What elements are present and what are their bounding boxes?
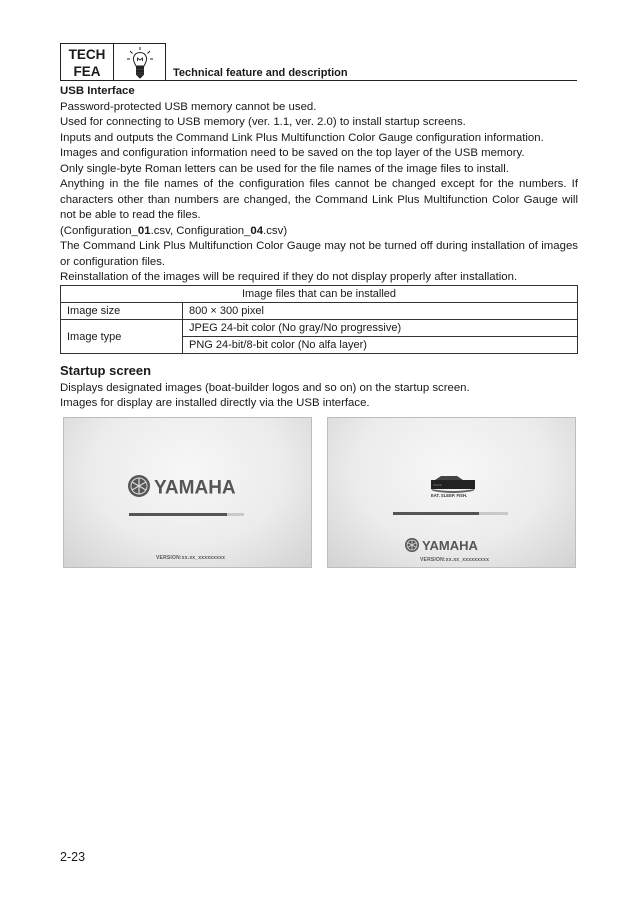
progress-fill <box>393 512 479 515</box>
boat-tagline: EAT. SLEEP. FISH. <box>431 493 468 498</box>
usb-line: Images and configuration information need to be saved on the top layer of the USB memory. <box>60 147 525 159</box>
usb-line: Anything in the file names of the configuration files cannot be changed except for the numbers. If characters other than numbers are changed, the Command Link Plus Multifunction Color Gauge will not be able to read the files. <box>60 178 578 221</box>
tech-fea-badge <box>60 43 114 81</box>
size-label: Image size <box>61 303 183 320</box>
usb-line: The Command Link Plus Multifunction Color Gauge may not be turned off during installation of images or configuration files. <box>60 240 578 268</box>
config-prefix: (Configuration_ <box>60 224 138 237</box>
yamaha-logo-text: YAMAHA <box>154 477 236 499</box>
table-row <box>61 303 578 320</box>
usb-line: Password-protected USB memory cannot be used. <box>60 100 317 113</box>
version-text: VERSION:xx.xx_xxxxxxxxx <box>420 557 490 563</box>
yamaha-logo <box>126 472 246 500</box>
config-example <box>60 224 578 240</box>
progress-fill <box>129 513 227 516</box>
lightbulb-icon <box>114 44 166 82</box>
usb-line: Inputs and outputs the Command Link Plus Multifunction Color Gauge configuration information. <box>60 131 544 144</box>
startup-line: Displays designated images (boat-builder logos and so on) on the startup screen. <box>60 381 470 394</box>
startup-line: Images for display are installed directly via the USB interface. <box>60 397 370 409</box>
progress-bar <box>129 513 244 516</box>
image-files-table <box>60 285 578 354</box>
header-title: Technical feature and description <box>173 67 348 79</box>
type-value: JPEG 24-bit color (No gray/No progressive) <box>183 320 578 337</box>
size-value: 800 × 300 pixel <box>183 303 578 320</box>
svg-text:~~~: ~~~ <box>433 483 442 489</box>
usb-line: Reinstallation of the images will be required if they do not display properly after installation. <box>60 271 518 283</box>
type-value: PNG 24-bit/8-bit color (No alfa layer) <box>183 337 578 354</box>
config-num-2: 04 <box>250 224 264 237</box>
badge-line-2: FEA <box>73 64 101 79</box>
startup-title: Startup screen <box>60 363 152 378</box>
yamaha-logo <box>404 536 494 554</box>
startup-section <box>60 363 578 412</box>
type-label: Image type <box>61 320 183 354</box>
startup-screen-yamaha <box>63 417 312 568</box>
config-num-1: 01 <box>137 224 151 237</box>
config-suffix: .csv) <box>263 224 288 237</box>
config-mid: .csv, Configuration_ <box>150 224 251 237</box>
table-row <box>61 286 578 303</box>
badge-line-1: TECH <box>68 47 106 62</box>
version-text: VERSION:xx.xx_xxxxxxxxx <box>156 555 226 561</box>
table-row <box>61 320 578 337</box>
usb-line: Used for connecting to USB memory (ver. 1.1, ver. 2.0) to install startup screens. <box>60 116 466 128</box>
section-header <box>60 43 577 83</box>
usb-line: Only single-byte Roman letters can be used for the file names of the image files to install. <box>60 162 509 175</box>
yamaha-logo-text: YAMAHA <box>422 538 478 553</box>
boat-builder-logo <box>427 474 479 498</box>
usb-heading: USB Interface <box>60 85 135 97</box>
table-header: Image files that can be installed <box>61 286 578 303</box>
progress-bar <box>393 512 508 515</box>
startup-screen-boat <box>327 417 576 568</box>
header-rule <box>166 80 577 81</box>
usb-section <box>60 84 578 286</box>
page-number: 2-23 <box>60 850 86 864</box>
icon-box <box>114 43 166 81</box>
